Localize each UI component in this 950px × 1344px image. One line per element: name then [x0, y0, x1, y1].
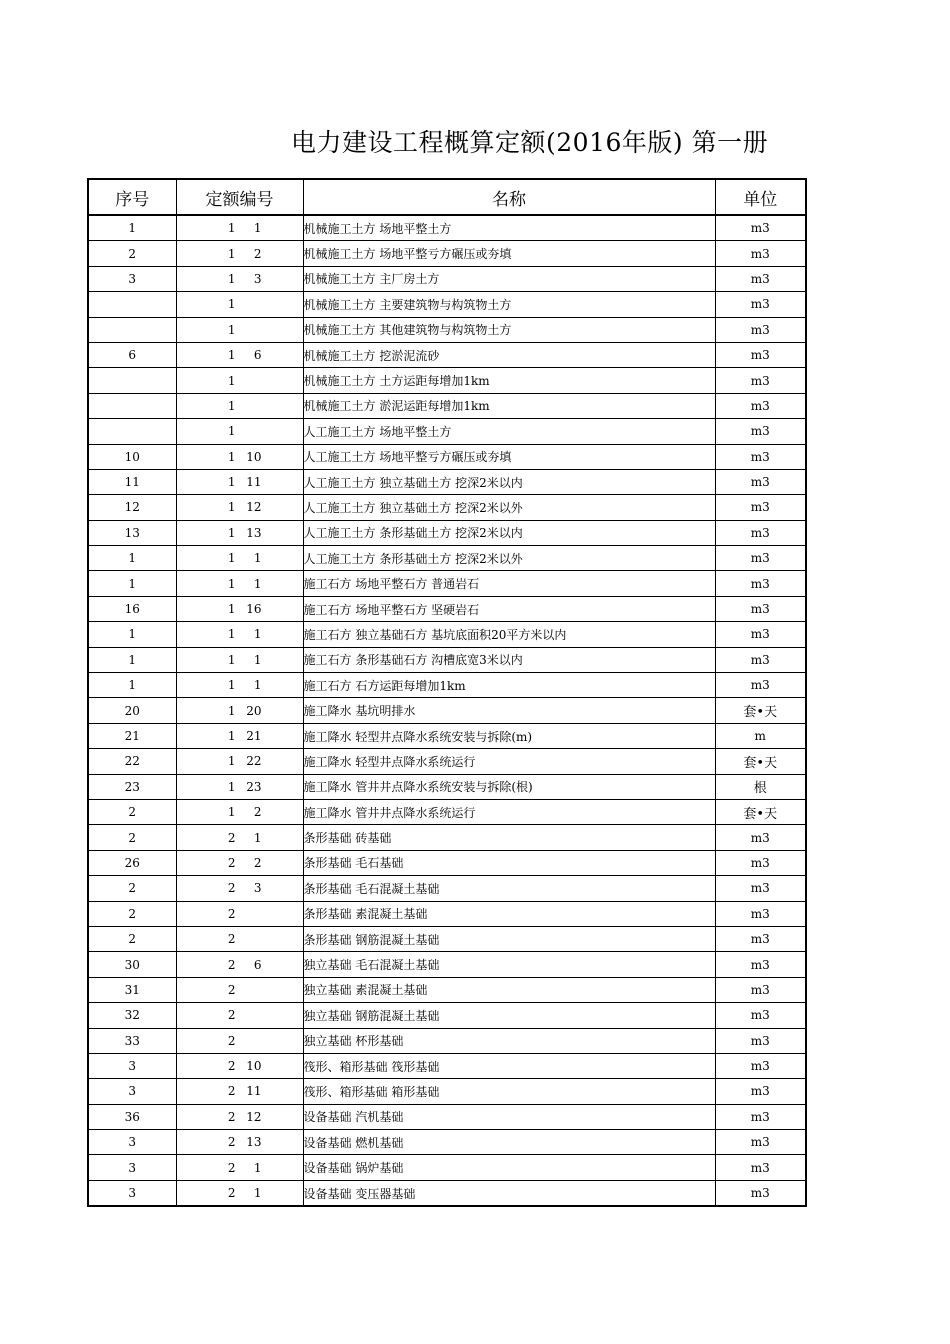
- cell-code-item: 16: [246, 602, 262, 617]
- cell-code: [176, 571, 303, 596]
- table-row: [88, 266, 806, 291]
- cell-unit: m3: [715, 926, 806, 951]
- cell-code-chapter: 1: [227, 754, 236, 769]
- cell-code-item: 11: [246, 1084, 262, 1099]
- cell-code-chapter: 1: [227, 297, 236, 312]
- cell-code-chapter: 2: [227, 1084, 236, 1099]
- cell-name: 独立基础 素混凝土基础: [303, 977, 715, 1002]
- cell-code: [176, 952, 303, 977]
- cell-seq: 32: [88, 1003, 176, 1028]
- cell-seq: 12: [88, 495, 176, 520]
- table-row: [88, 926, 806, 951]
- table-row: [88, 774, 806, 799]
- cell-unit: m3: [715, 444, 806, 469]
- cell-seq: 1: [88, 622, 176, 647]
- cell-code-chapter: 1: [227, 576, 236, 591]
- cell-name: 施工降水 管井井点降水系统安装与拆除(根): [303, 774, 715, 799]
- table-row: [88, 749, 806, 774]
- cell-code-chapter: 2: [227, 1109, 236, 1124]
- cell-code-chapter: 1: [227, 703, 236, 718]
- cell-code-chapter: 2: [227, 982, 236, 997]
- cell-code-chapter: 2: [227, 830, 236, 845]
- cell-seq: 16: [88, 596, 176, 621]
- cell-name: 施工石方 场地平整石方 坚硬岩石: [303, 596, 715, 621]
- cell-code: [176, 495, 303, 520]
- cell-code: [176, 393, 303, 418]
- cell-code-chapter: 2: [227, 1033, 236, 1048]
- table-row: [88, 419, 806, 444]
- cell-code-chapter: 1: [227, 322, 236, 337]
- cell-name: 条形基础 素混凝土基础: [303, 901, 715, 926]
- cell-code-chapter: 1: [227, 729, 236, 743]
- cell-code-chapter: 2: [227, 906, 236, 921]
- cell-name: 施工石方 石方运距每增加1km: [303, 673, 715, 698]
- table-row: [88, 977, 806, 1002]
- cell-unit: m3: [715, 495, 806, 520]
- cell-unit: m3: [715, 393, 806, 418]
- cell-code: [176, 825, 303, 850]
- table-row: [88, 876, 806, 901]
- cell-code-chapter: 1: [227, 551, 236, 566]
- table-row: [88, 1130, 806, 1155]
- cell-code: [176, 444, 303, 469]
- cell-unit: m3: [715, 342, 806, 367]
- cell-code-item: 1: [253, 1160, 262, 1175]
- cell-code: [176, 266, 303, 291]
- cell-name: 施工降水 管井井点降水系统运行: [303, 799, 715, 824]
- cell-code-chapter: 2: [227, 1186, 236, 1201]
- cell-code: [176, 1155, 303, 1180]
- cell-code-chapter: 1: [227, 805, 236, 820]
- cell-name: 设备基础 锅炉基础: [303, 1155, 715, 1180]
- cell-unit: m3: [715, 647, 806, 672]
- cell-code-item: 1: [253, 551, 262, 566]
- cell-name: 机械施工土方 主厂房土方: [303, 266, 715, 291]
- cell-unit: m3: [715, 571, 806, 596]
- cell-unit: m3: [715, 596, 806, 621]
- table-row: [88, 799, 806, 824]
- cell-unit: m3: [715, 673, 806, 698]
- cell-code: [176, 799, 303, 824]
- cell-code-chapter: 2: [227, 1008, 236, 1023]
- table-row: [88, 952, 806, 977]
- cell-code-item: 10: [246, 449, 262, 464]
- cell-code-chapter: 1: [227, 398, 236, 413]
- cell-code-item: 20: [246, 703, 262, 718]
- cell-code-chapter: 2: [227, 1059, 236, 1074]
- cell-code-chapter: 1: [227, 373, 236, 388]
- header-unit: 单位: [715, 179, 806, 215]
- table-row: [88, 215, 806, 241]
- cell-seq: 33: [88, 1028, 176, 1053]
- cell-name: 条形基础 毛石混凝土基础: [303, 876, 715, 901]
- cell-code: [176, 647, 303, 672]
- cell-seq: [88, 292, 176, 317]
- cell-unit: m3: [715, 546, 806, 571]
- cell-code: [176, 342, 303, 367]
- cell-code: [176, 419, 303, 444]
- cell-code-chapter: 1: [227, 500, 236, 515]
- cell-code-chapter: 1: [227, 449, 236, 464]
- cell-unit: m3: [715, 622, 806, 647]
- cell-code-item: 23: [246, 779, 262, 794]
- cell-name: 机械施工土方 主要建筑物与构筑物土方: [303, 292, 715, 317]
- cell-code-item: 2: [253, 855, 262, 870]
- cell-code-chapter: 2: [227, 881, 236, 896]
- cell-code-item: 3: [253, 271, 262, 286]
- page-title: 电力建设工程概算定额(2016年版) 第一册: [291, 128, 769, 157]
- cell-seq: 1: [88, 215, 176, 241]
- cell-name: 机械施工土方 淤泥运距每增加1km: [303, 393, 715, 418]
- cell-unit: m3: [715, 317, 806, 342]
- table-row: [88, 292, 806, 317]
- cell-unit: m3: [715, 241, 806, 266]
- table-row: [88, 317, 806, 342]
- cell-code-item: 11: [246, 475, 262, 490]
- header-name: 名称: [303, 179, 715, 215]
- table-row: [88, 901, 806, 926]
- cell-seq: 3: [88, 1053, 176, 1078]
- cell-code-chapter: 1: [227, 627, 236, 642]
- table-row: [88, 1104, 806, 1129]
- cell-unit: m3: [715, 825, 806, 850]
- cell-seq: 1: [88, 571, 176, 596]
- cell-name: 设备基础 变压器基础: [303, 1180, 715, 1206]
- cell-code: [176, 292, 303, 317]
- cell-name: 机械施工土方 土方运距每增加1km: [303, 368, 715, 393]
- cell-seq: 2: [88, 876, 176, 901]
- cell-code-chapter: 1: [227, 602, 236, 617]
- cell-seq: 3: [88, 1155, 176, 1180]
- table-row: [88, 469, 806, 494]
- cell-seq: 10: [88, 444, 176, 469]
- cell-code-chapter: 2: [227, 1160, 236, 1175]
- table-row: [88, 546, 806, 571]
- header-code: 定额编号: [176, 179, 303, 215]
- cell-unit: m: [715, 723, 806, 748]
- cell-unit: m3: [715, 215, 806, 241]
- cell-code: [176, 673, 303, 698]
- cell-name: 人工施工土方 场地平整亏方碾压或夯填: [303, 444, 715, 469]
- cell-code: [176, 546, 303, 571]
- cell-code: [176, 1003, 303, 1028]
- cell-code: [176, 622, 303, 647]
- cell-seq: 30: [88, 952, 176, 977]
- table-row: [88, 673, 806, 698]
- cell-code-chapter: 1: [227, 348, 236, 363]
- table-row: [88, 622, 806, 647]
- cell-name: 人工施工土方 场地平整土方: [303, 419, 715, 444]
- table-row: [88, 698, 806, 723]
- table-row: [88, 596, 806, 621]
- cell-code: [176, 723, 303, 748]
- cell-seq: 1: [88, 647, 176, 672]
- cell-unit: m3: [715, 1028, 806, 1053]
- table-row: [88, 647, 806, 672]
- cell-unit: m3: [715, 850, 806, 875]
- cell-code-item: 1: [253, 678, 262, 693]
- cell-code: [176, 977, 303, 1002]
- table-row: [88, 1003, 806, 1028]
- cell-code-chapter: 1: [227, 678, 236, 693]
- cell-name: 设备基础 汽机基础: [303, 1104, 715, 1129]
- cell-unit: 套•天: [715, 698, 806, 723]
- cell-unit: m3: [715, 1053, 806, 1078]
- cell-code-chapter: 2: [227, 932, 236, 947]
- cell-name: 人工施工土方 独立基础土方 挖深2米以外: [303, 495, 715, 520]
- cell-code-item: 21: [246, 729, 262, 743]
- table-body: [88, 215, 806, 1206]
- cell-code: [176, 1079, 303, 1104]
- cell-code-chapter: 1: [227, 424, 236, 439]
- cell-name: 机械施工土方 场地平整土方: [303, 215, 715, 241]
- cell-unit: m3: [715, 1079, 806, 1104]
- table-row: [88, 825, 806, 850]
- table-row: [88, 723, 806, 748]
- cell-code-chapter: 2: [227, 855, 236, 870]
- cell-name: 人工施工土方 条形基础土方 挖深2米以外: [303, 546, 715, 571]
- cell-unit: m3: [715, 952, 806, 977]
- cell-code-item: 1: [253, 830, 262, 845]
- cell-seq: 2: [88, 926, 176, 951]
- cell-seq: 26: [88, 850, 176, 875]
- cell-name: 筏形、箱形基础 箱形基础: [303, 1079, 715, 1104]
- cell-name: 机械施工土方 其他建筑物与构筑物土方: [303, 317, 715, 342]
- cell-unit: 套•天: [715, 799, 806, 824]
- cell-code-item: 13: [246, 1135, 262, 1150]
- table-row: [88, 520, 806, 545]
- cell-unit: 套•天: [715, 749, 806, 774]
- cell-code: [176, 1104, 303, 1129]
- cell-code: [176, 520, 303, 545]
- cell-seq: 1: [88, 546, 176, 571]
- cell-unit: m3: [715, 520, 806, 545]
- cell-unit: m3: [715, 977, 806, 1002]
- cell-seq: 2: [88, 825, 176, 850]
- table-row: [88, 393, 806, 418]
- cell-unit: m3: [715, 292, 806, 317]
- table-row: [88, 241, 806, 266]
- cell-seq: 3: [88, 1180, 176, 1206]
- cell-unit: m3: [715, 1180, 806, 1206]
- table-row: [88, 444, 806, 469]
- cell-code-item: 12: [246, 500, 262, 515]
- cell-name: 施工降水 轻型井点降水系统运行: [303, 749, 715, 774]
- cell-code: [176, 317, 303, 342]
- cell-code-chapter: 1: [227, 246, 236, 261]
- table-row: [88, 1053, 806, 1078]
- cell-code-item: 12: [246, 1109, 262, 1124]
- cell-code: [176, 901, 303, 926]
- table-header-row: [88, 179, 806, 215]
- cell-seq: 36: [88, 1104, 176, 1129]
- cell-code-item: 1: [253, 576, 262, 591]
- cell-code: [176, 698, 303, 723]
- cell-unit: m3: [715, 1003, 806, 1028]
- cell-code-chapter: 1: [227, 475, 236, 490]
- cell-code: [176, 1130, 303, 1155]
- cell-code: [176, 1053, 303, 1078]
- table-row: [88, 1155, 806, 1180]
- cell-code-item: 1: [253, 627, 262, 642]
- cell-name: 施工石方 条形基础石方 沟槽底宽3米以内: [303, 647, 715, 672]
- cell-code: [176, 749, 303, 774]
- cell-unit: m3: [715, 469, 806, 494]
- cell-seq: 2: [88, 241, 176, 266]
- cell-code-item: 1: [253, 1186, 262, 1201]
- cell-seq: 1: [88, 673, 176, 698]
- quota-table: [87, 178, 807, 1207]
- cell-code: [176, 1180, 303, 1206]
- cell-seq: [88, 419, 176, 444]
- cell-seq: 3: [88, 1130, 176, 1155]
- table-row: [88, 850, 806, 875]
- cell-code-item: 1: [253, 652, 262, 667]
- table-row: [88, 368, 806, 393]
- cell-name: 设备基础 燃机基础: [303, 1130, 715, 1155]
- cell-code-item: 2: [253, 805, 262, 820]
- cell-code: [176, 774, 303, 799]
- table-row: [88, 1180, 806, 1206]
- table-row: [88, 571, 806, 596]
- cell-code-chapter: 1: [227, 271, 236, 286]
- cell-unit: m3: [715, 266, 806, 291]
- cell-code: [176, 368, 303, 393]
- cell-code: [176, 596, 303, 621]
- cell-seq: 3: [88, 266, 176, 291]
- cell-name: 条形基础 砖基础: [303, 825, 715, 850]
- cell-name: 筏形、箱形基础 筏形基础: [303, 1053, 715, 1078]
- cell-unit: m3: [715, 1155, 806, 1180]
- cell-name: 独立基础 毛石混凝土基础: [303, 952, 715, 977]
- cell-seq: [88, 368, 176, 393]
- cell-seq: [88, 317, 176, 342]
- cell-code: [176, 241, 303, 266]
- cell-code-chapter: 2: [227, 1135, 236, 1150]
- table-row: [88, 1079, 806, 1104]
- cell-unit: m3: [715, 876, 806, 901]
- cell-name: 条形基础 毛石基础: [303, 850, 715, 875]
- cell-unit: m3: [715, 419, 806, 444]
- cell-seq: 6: [88, 342, 176, 367]
- cell-name: 机械施工土方 挖淤泥流砂: [303, 342, 715, 367]
- header-seq: 序号: [88, 179, 176, 215]
- cell-code: [176, 1028, 303, 1053]
- cell-seq: [88, 393, 176, 418]
- cell-seq: 31: [88, 977, 176, 1002]
- cell-name: 独立基础 钢筋混凝土基础: [303, 1003, 715, 1028]
- cell-code-item: 22: [246, 754, 262, 769]
- table-row: [88, 342, 806, 367]
- cell-code-item: 10: [246, 1059, 262, 1074]
- cell-name: 人工施工土方 条形基础土方 挖深2米以内: [303, 520, 715, 545]
- cell-code: [176, 926, 303, 951]
- cell-unit: 根: [715, 774, 806, 799]
- cell-code-item: 3: [253, 881, 262, 896]
- cell-code: [176, 469, 303, 494]
- cell-code-item: 1: [253, 221, 262, 236]
- cell-code-item: 6: [253, 348, 262, 363]
- cell-name: 独立基础 杯形基础: [303, 1028, 715, 1053]
- cell-name: 施工降水 基坑明排水: [303, 698, 715, 723]
- cell-name: 人工施工土方 独立基础土方 挖深2米以内: [303, 469, 715, 494]
- cell-unit: m3: [715, 1130, 806, 1155]
- cell-name: 机械施工土方 场地平整亏方碾压或夯填: [303, 241, 715, 266]
- cell-code-item: 6: [253, 957, 262, 972]
- cell-code-chapter: 1: [227, 779, 236, 794]
- table-row: [88, 1028, 806, 1053]
- cell-code-chapter: 2: [227, 957, 236, 972]
- cell-seq: 11: [88, 469, 176, 494]
- cell-seq: 2: [88, 799, 176, 824]
- cell-seq: 21: [88, 723, 176, 748]
- cell-code: [176, 876, 303, 901]
- cell-name: 施工降水 轻型井点降水系统安装与拆除(m): [303, 723, 715, 748]
- cell-name: 施工石方 场地平整石方 普通岩石: [303, 571, 715, 596]
- cell-seq: 22: [88, 749, 176, 774]
- cell-unit: m3: [715, 368, 806, 393]
- cell-seq: 3: [88, 1079, 176, 1104]
- cell-seq: 2: [88, 901, 176, 926]
- cell-unit: m3: [715, 901, 806, 926]
- cell-code: [176, 850, 303, 875]
- cell-code-chapter: 1: [227, 525, 236, 540]
- cell-code: [176, 215, 303, 241]
- cell-code-chapter: 1: [227, 652, 236, 667]
- cell-unit: m3: [715, 1104, 806, 1129]
- cell-code-chapter: 1: [227, 221, 236, 236]
- cell-seq: 20: [88, 698, 176, 723]
- cell-code-item: 2: [253, 246, 262, 261]
- cell-name: 施工石方 独立基础石方 基坑底面积20平方米以内: [303, 622, 715, 647]
- cell-name: 条形基础 钢筋混凝土基础: [303, 926, 715, 951]
- cell-seq: 23: [88, 774, 176, 799]
- cell-seq: 13: [88, 520, 176, 545]
- table-row: [88, 495, 806, 520]
- cell-code-item: 13: [246, 525, 262, 540]
